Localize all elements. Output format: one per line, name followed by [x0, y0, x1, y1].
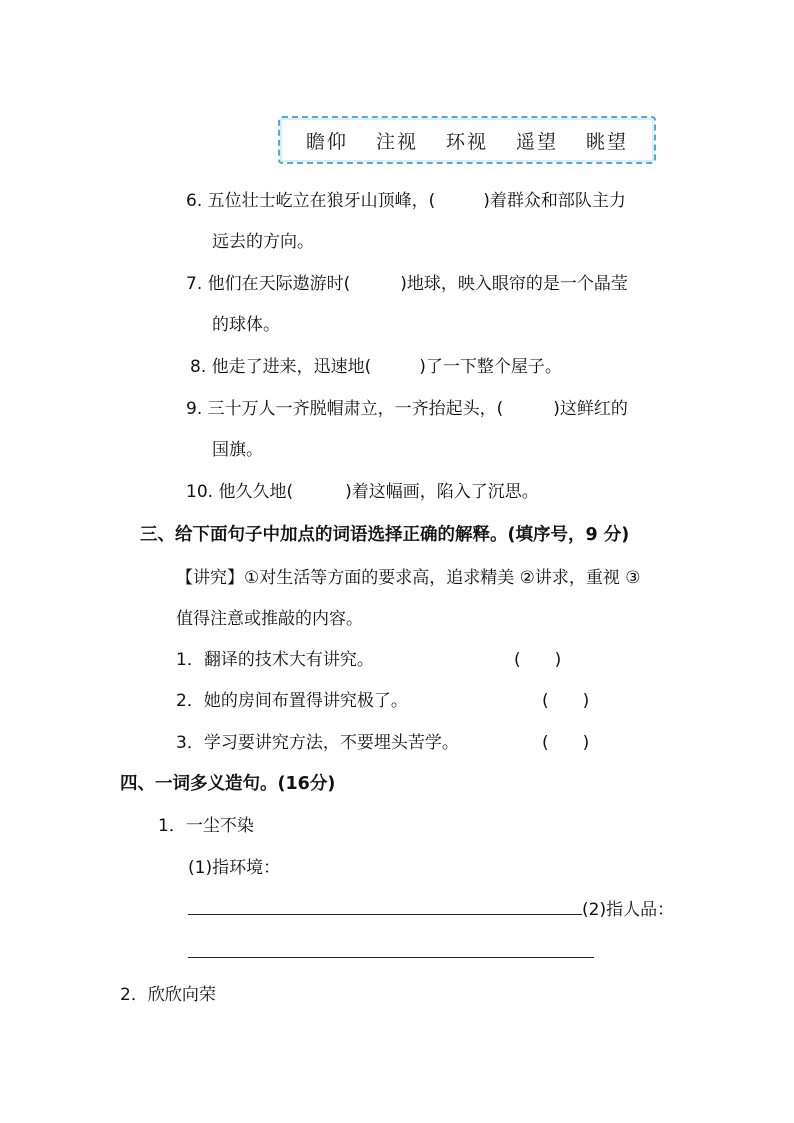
question-text-pre: 五位壮士屹立在狼牙山顶峰，( [207, 191, 436, 211]
question-7 [186, 272, 628, 296]
question-9 [186, 397, 628, 421]
word-bank-item: 遥望 [515, 130, 558, 153]
question-text-pre: 他走了进来，迅速地( [211, 357, 372, 377]
question-text-post: )着群众和部队主力 [483, 191, 626, 211]
question-6-continuation: 远去的方向。 [212, 232, 314, 252]
question-number: 10. [186, 482, 214, 502]
question-text-post: )这鲜红的 [553, 399, 628, 419]
word-bank-item: 注视 [375, 130, 418, 153]
answer-paren[interactable]: ( ) [542, 691, 590, 711]
answer-paren[interactable]: ( ) [542, 733, 590, 753]
question-text-pre: 他们在天际遨游时( [207, 274, 351, 294]
word-bank-box [278, 116, 656, 164]
section-3-item-1: 1．翻译的技术大有讲究。 [176, 650, 374, 670]
answer-line[interactable] [188, 914, 582, 915]
sub-prompt-character: (2)指人品： [582, 900, 675, 920]
question-number: 9. [186, 399, 203, 419]
question-10 [186, 480, 539, 504]
word-bank-item: 环视 [445, 130, 488, 153]
question-8 [190, 355, 562, 379]
question-number: 7. [186, 274, 203, 294]
question-text-pre: 三十万人一齐脱帽肃立，一齐抬起头，( [207, 399, 504, 419]
word-bank-item: 瞻仰 [305, 130, 348, 153]
question-9-continuation: 国旗。 [212, 440, 263, 460]
answer-line[interactable] [188, 957, 594, 958]
answer-paren[interactable]: ( ) [514, 650, 562, 670]
question-text-post: )了一下整个屋子。 [419, 357, 562, 377]
question-text-post: )着这幅画，陷入了沉思。 [345, 482, 539, 502]
definition-line-2: 值得注意或推敲的内容。 [176, 609, 363, 629]
sub-prompt-environment: (1)指环境： [188, 858, 281, 878]
section-3-item-2: 2．她的房间布置得讲究极了。 [176, 691, 408, 711]
question-text-post: )地球，映入眼帘的是一个晶莹 [400, 274, 628, 294]
question-number: 6. [186, 191, 203, 211]
question-number: 8. [190, 357, 207, 377]
definition-line-1: 【讲究】①对生活等方面的要求高，追求精美 ②讲求，重视 ③ [176, 568, 641, 588]
section-4-heading: 四、一词多义造句。(16分) [120, 774, 336, 794]
section-4-item-1: 1．一尘不染 [158, 816, 254, 836]
question-6 [186, 189, 626, 213]
section-4-item-2: 2．欣欣向荣 [120, 985, 216, 1005]
question-7-continuation: 的球体。 [212, 315, 280, 335]
section-3-heading: 三、给下面句子中加点的词语选择正确的解释。(填序号，9 分) [140, 525, 630, 545]
section-3-item-3: 3．学习要讲究方法，不要埋头苦学。 [176, 733, 459, 753]
word-bank-item: 眺望 [585, 130, 628, 153]
question-text-pre: 他久久地( [218, 482, 294, 502]
